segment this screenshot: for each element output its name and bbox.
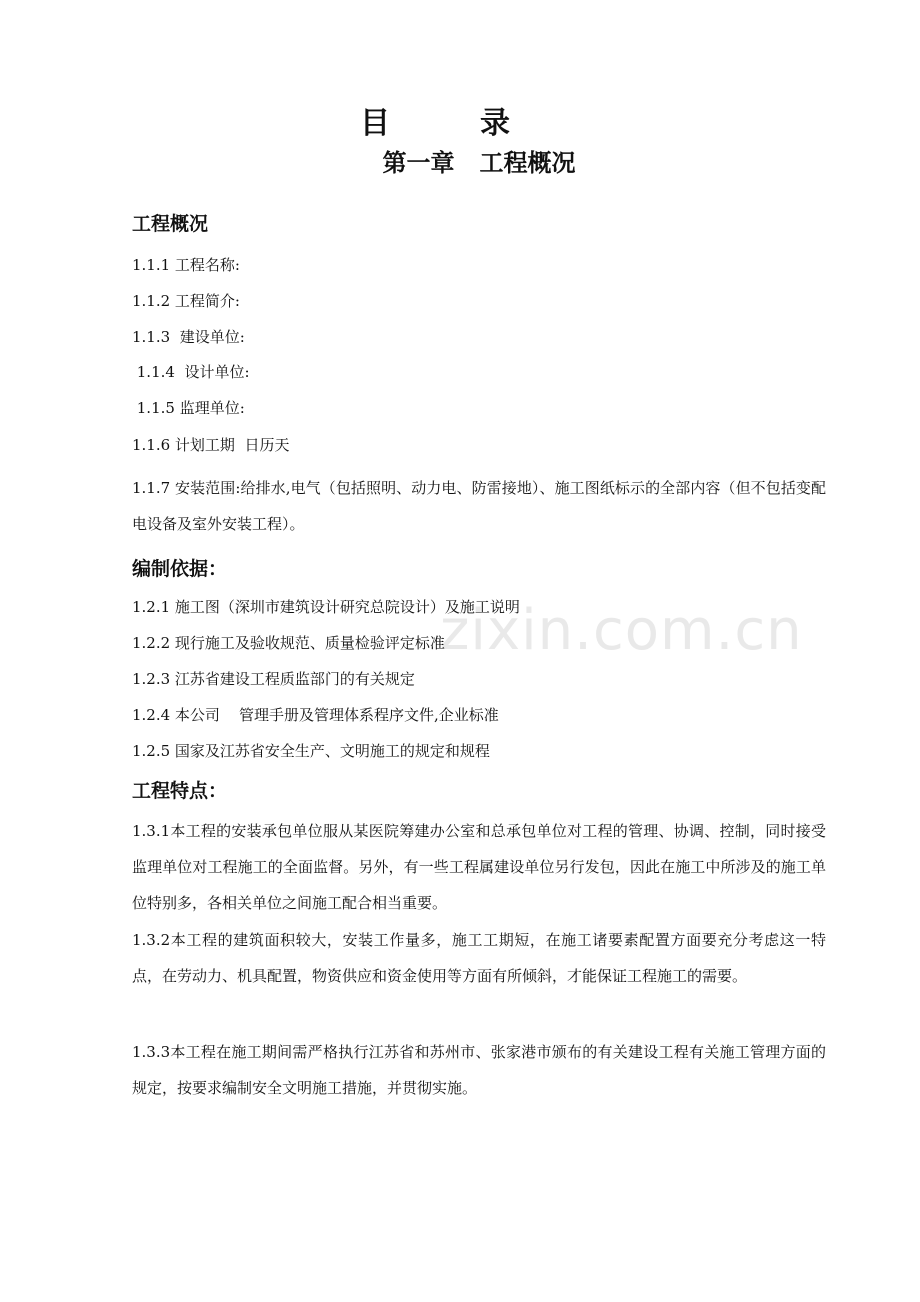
chapter-title: 第一章 工程概况 <box>382 149 576 177</box>
list-item: 1.1.2 工程简介: <box>132 292 240 310</box>
list-item: 1.2.2 现行施工及验收规范、质量检验评定标准 <box>132 634 445 652</box>
list-item: 1.1.4 设计单位: <box>132 363 250 381</box>
list-item: 1.2.5 国家及江苏省安全生产、文明施工的规定和规程 <box>132 742 490 760</box>
feature-paragraph: 1.3.2本工程的建筑面积较大，安装工作量多，施工工期短，在施工诸要素配置方面要充分考虑这一特点，在劳动力、机具配置，物资供应和资金使用等方面有所倾斜，才能保证工程施工的需要。 <box>132 931 826 985</box>
list-item: 1.1.1 工程名称: <box>132 256 240 274</box>
list-item: 1.2.3 江苏省建设工程质监部门的有关规定 <box>132 670 415 688</box>
list-item: 1.1.6 计划工期 日历天 <box>132 436 290 454</box>
feature-paragraph: 1.3.3本工程在施工期间需严格执行江苏省和苏州市、张家港市颁布的有关建设工程有关施工管理方面的规定，按要求编制安全文明施工措施，并贯彻实施。 <box>132 1043 826 1097</box>
list-item: 1.2.4 本公司 管理手册及管理体系程序文件,企业标准 <box>132 706 499 724</box>
section-heading-features: 工程特点： <box>132 780 228 802</box>
list-item: 1.1.3 建设单位: <box>132 328 245 346</box>
scope-paragraph: 1.1.7 安装范围:给排水,电气（包括照明、动力电、防雷接地）、施工图纸标示的全部内容（但不包括变配电设备及室外安装工程）。 <box>132 479 826 533</box>
feature-paragraph: 1.3.1本工程的安装承包单位服从某医院筹建办公室和总承包单位对工程的管理、协调、控制，同时接受监理单位对工程施工的全面监督。另外，有一些工程属建设单位另行发包，因此在施工中所涉及的施工单位特别多，各相关单位之间施工配合相当重要。 <box>132 822 826 912</box>
list-item: 1.2.1 施工图（深圳市建筑设计研究总院设计）及施工说明 <box>132 598 520 616</box>
section-heading-overview: 工程概况 <box>132 213 209 235</box>
watermark: zixin.com.cn <box>440 598 803 663</box>
list-item: 1.1.5 监理单位: <box>132 399 245 417</box>
section-heading-basis: 编制依据： <box>132 558 228 580</box>
page-title: 目录 <box>360 106 600 141</box>
